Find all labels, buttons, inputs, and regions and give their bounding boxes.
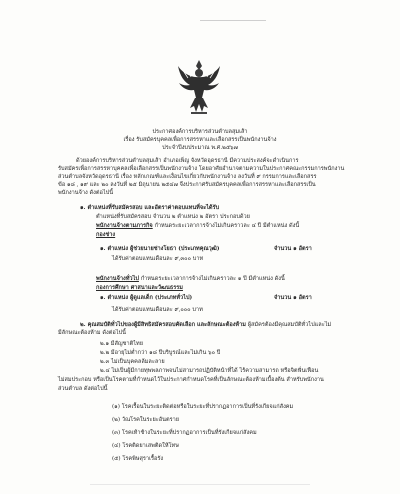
qualification-2-4: ๒.๔ ไม่เป็นผู้มีกายทุพพลภาพจนไม่สามารถปฏิบัติหน้าที่ได้ ไร้ความสามารถ หรือจิตฟั่นเฟือน: [100, 368, 319, 374]
disease-4: (๔) โรคติดยาเสพติดให้โทษ: [112, 443, 179, 449]
qualification-2-4-line-3: ส่วนตำบล ดังต่อไปนี้: [58, 386, 108, 392]
disease-3: (๓) โรคเท้าช้างในระยะที่ปรากฏอาการเป็นที่รังเกียจแก่สังคม: [112, 430, 257, 436]
section2-heading: ๒. คุณสมบัติทั่วไปของผู้มีสิทธิสมัครสอบคัดเลือก และลักษณะต้องห้าม: [80, 322, 246, 328]
section1-heading: ๑. ตำแหน่งที่รับสมัครสอบ และอัตราค่าตอบแทนที่จะได้รับ: [80, 205, 220, 211]
position-1-title: ๑. ตำแหน่ง ผู้ช่วยนายช่างโยธา (ประเภทคุณวุฒิ): [100, 246, 220, 252]
office-education: กองการศึกษา ศาสนาและวัฒนธรรม: [96, 285, 183, 291]
intro-line-4: ข้อ ๑๘ , ๑๙ และ ๒๐ ลงวันที่ ๒๕ มิถุนายน ๒๕๔๗ จึงประกาศรับสมัครบุคคลเพื่อการสรรหาและเลือกสรรเป็น: [58, 182, 316, 188]
page-bottom-edge: [90, 484, 310, 485]
intro-line-3: ส่วนตำบลจังหวัดอุดรธานี เรื่อง หลักเกณฑ์และเงื่อนไขเกี่ยวกับพนักงานจ้าง ลงวันที่ ๙ กรรมการและเลือกสรร: [58, 174, 317, 180]
position-2-count: จำนวน ๑ อัตรา: [274, 295, 312, 301]
section1-summary: ตำแหน่งที่รับสมัครสอบ จำนวน ๒ ตำแหน่ง ๒ อัตรา ประกอบด้วย: [96, 214, 250, 220]
top-rule: [200, 20, 266, 21]
garuda-emblem-icon: [176, 58, 222, 116]
section2-heading-line: [80, 322, 331, 329]
qualification-2-1: ๒.๑ มีสัญชาติไทย: [100, 341, 144, 347]
section2-heading-line-2: มีลักษณะต้องห้าม ดังต่อไปนี้: [58, 330, 126, 336]
announcement-subject: เรื่อง รับสมัครบุคคลเพื่อการสรรหาและเลือกสรรเป็นพนักงานจ้าง: [123, 137, 277, 143]
disease-2: (๒) วัณโรคในระยะอันตราย: [112, 417, 179, 423]
mission-staff-heading: พนักงานจ้างตามภารกิจ: [96, 223, 153, 229]
general-staff-line: [96, 276, 285, 283]
intro-line-1: ด้วยองค์การบริหารส่วนตำบลสุมเส้า อำเภอเพ็ญ จังหวัดอุดรธานี มีความประสงค์จะดำเนินการ: [76, 158, 299, 164]
disease-5: (๕) โรคพิษสุราเรื้อรัง: [112, 456, 164, 462]
intro-line-5: พนักงานจ้าง ดังต่อไปนี้: [58, 190, 114, 196]
general-staff-heading: พนักงานจ้างทั่วไป: [96, 276, 139, 282]
office-engineering: กองช่าง: [96, 232, 116, 238]
qualification-2-3: ๒.๓ ไม่เป็นบุคคลล้มละลาย: [100, 359, 165, 365]
mission-staff-line: [96, 223, 299, 230]
qualification-2-4-line-2: ไม่สมประกอบ หรือเป็นโรคตามที่กำหนดไว้ในประกาศกำหนดโรคที่เป็นลักษณะต้องห้ามเบื้องต้น สำหรับพนักงาน: [58, 377, 324, 383]
announcement-issuer: ประกาศองค์การบริหารส่วนตำบลสุมเส้า: [152, 129, 248, 135]
position-2-pay: ได้รับค่าตอบแทนเดือนละ ๙,๐๐๐ บาท: [112, 307, 203, 313]
fiscal-year: ประจำปีงบประมาณ พ.ศ.๒๕๖๗: [162, 145, 238, 151]
mission-staff-text: กำหนดระยะเวลาการจ้างไม่เกินคราวละ ๔ ปี มีตำแหน่ง ดังนี้: [152, 223, 300, 229]
position-2-title: ๑. ตำแหน่ง ผู้ดูแลเด็ก (ประเภททั่วไป): [100, 295, 193, 301]
position-1-pay: ได้รับค่าตอบแทนเดือนละ ๙,๓๐๐ บาท: [112, 256, 204, 262]
qualification-2-2: ๒.๒ มีอายุไม่ต่ำกว่า ๑๘ ปีบริบูรณ์และไม่เกิน ๖๐ ปี: [100, 350, 221, 356]
section2-heading-tail: ผู้สมัครต้องมีคุณสมบัติทั่วไปและไม่: [245, 322, 332, 328]
position-1-count: จำนวน ๑ อัตรา: [274, 246, 312, 252]
disease-1: (๑) โรคเรื้อนในระยะติดต่อหรือในระยะที่ปรากฏอาการเป็นที่รังเกียจแก่สังคม: [112, 404, 294, 410]
intro-line-2: รับสมัครเพื่อการสรรหาบุคคลเพื่อเลือกสรรเป็นพนักงานจ้าง โดยอาศัยอำนาจตามความในประกาศคณะกรรมการพนักงาน: [58, 166, 345, 172]
general-staff-text: กำหนดระยะเวลาการจ้างไม่เกินคราวละ ๑ ปี มีตำแหน่ง ดังนี้: [138, 276, 285, 282]
